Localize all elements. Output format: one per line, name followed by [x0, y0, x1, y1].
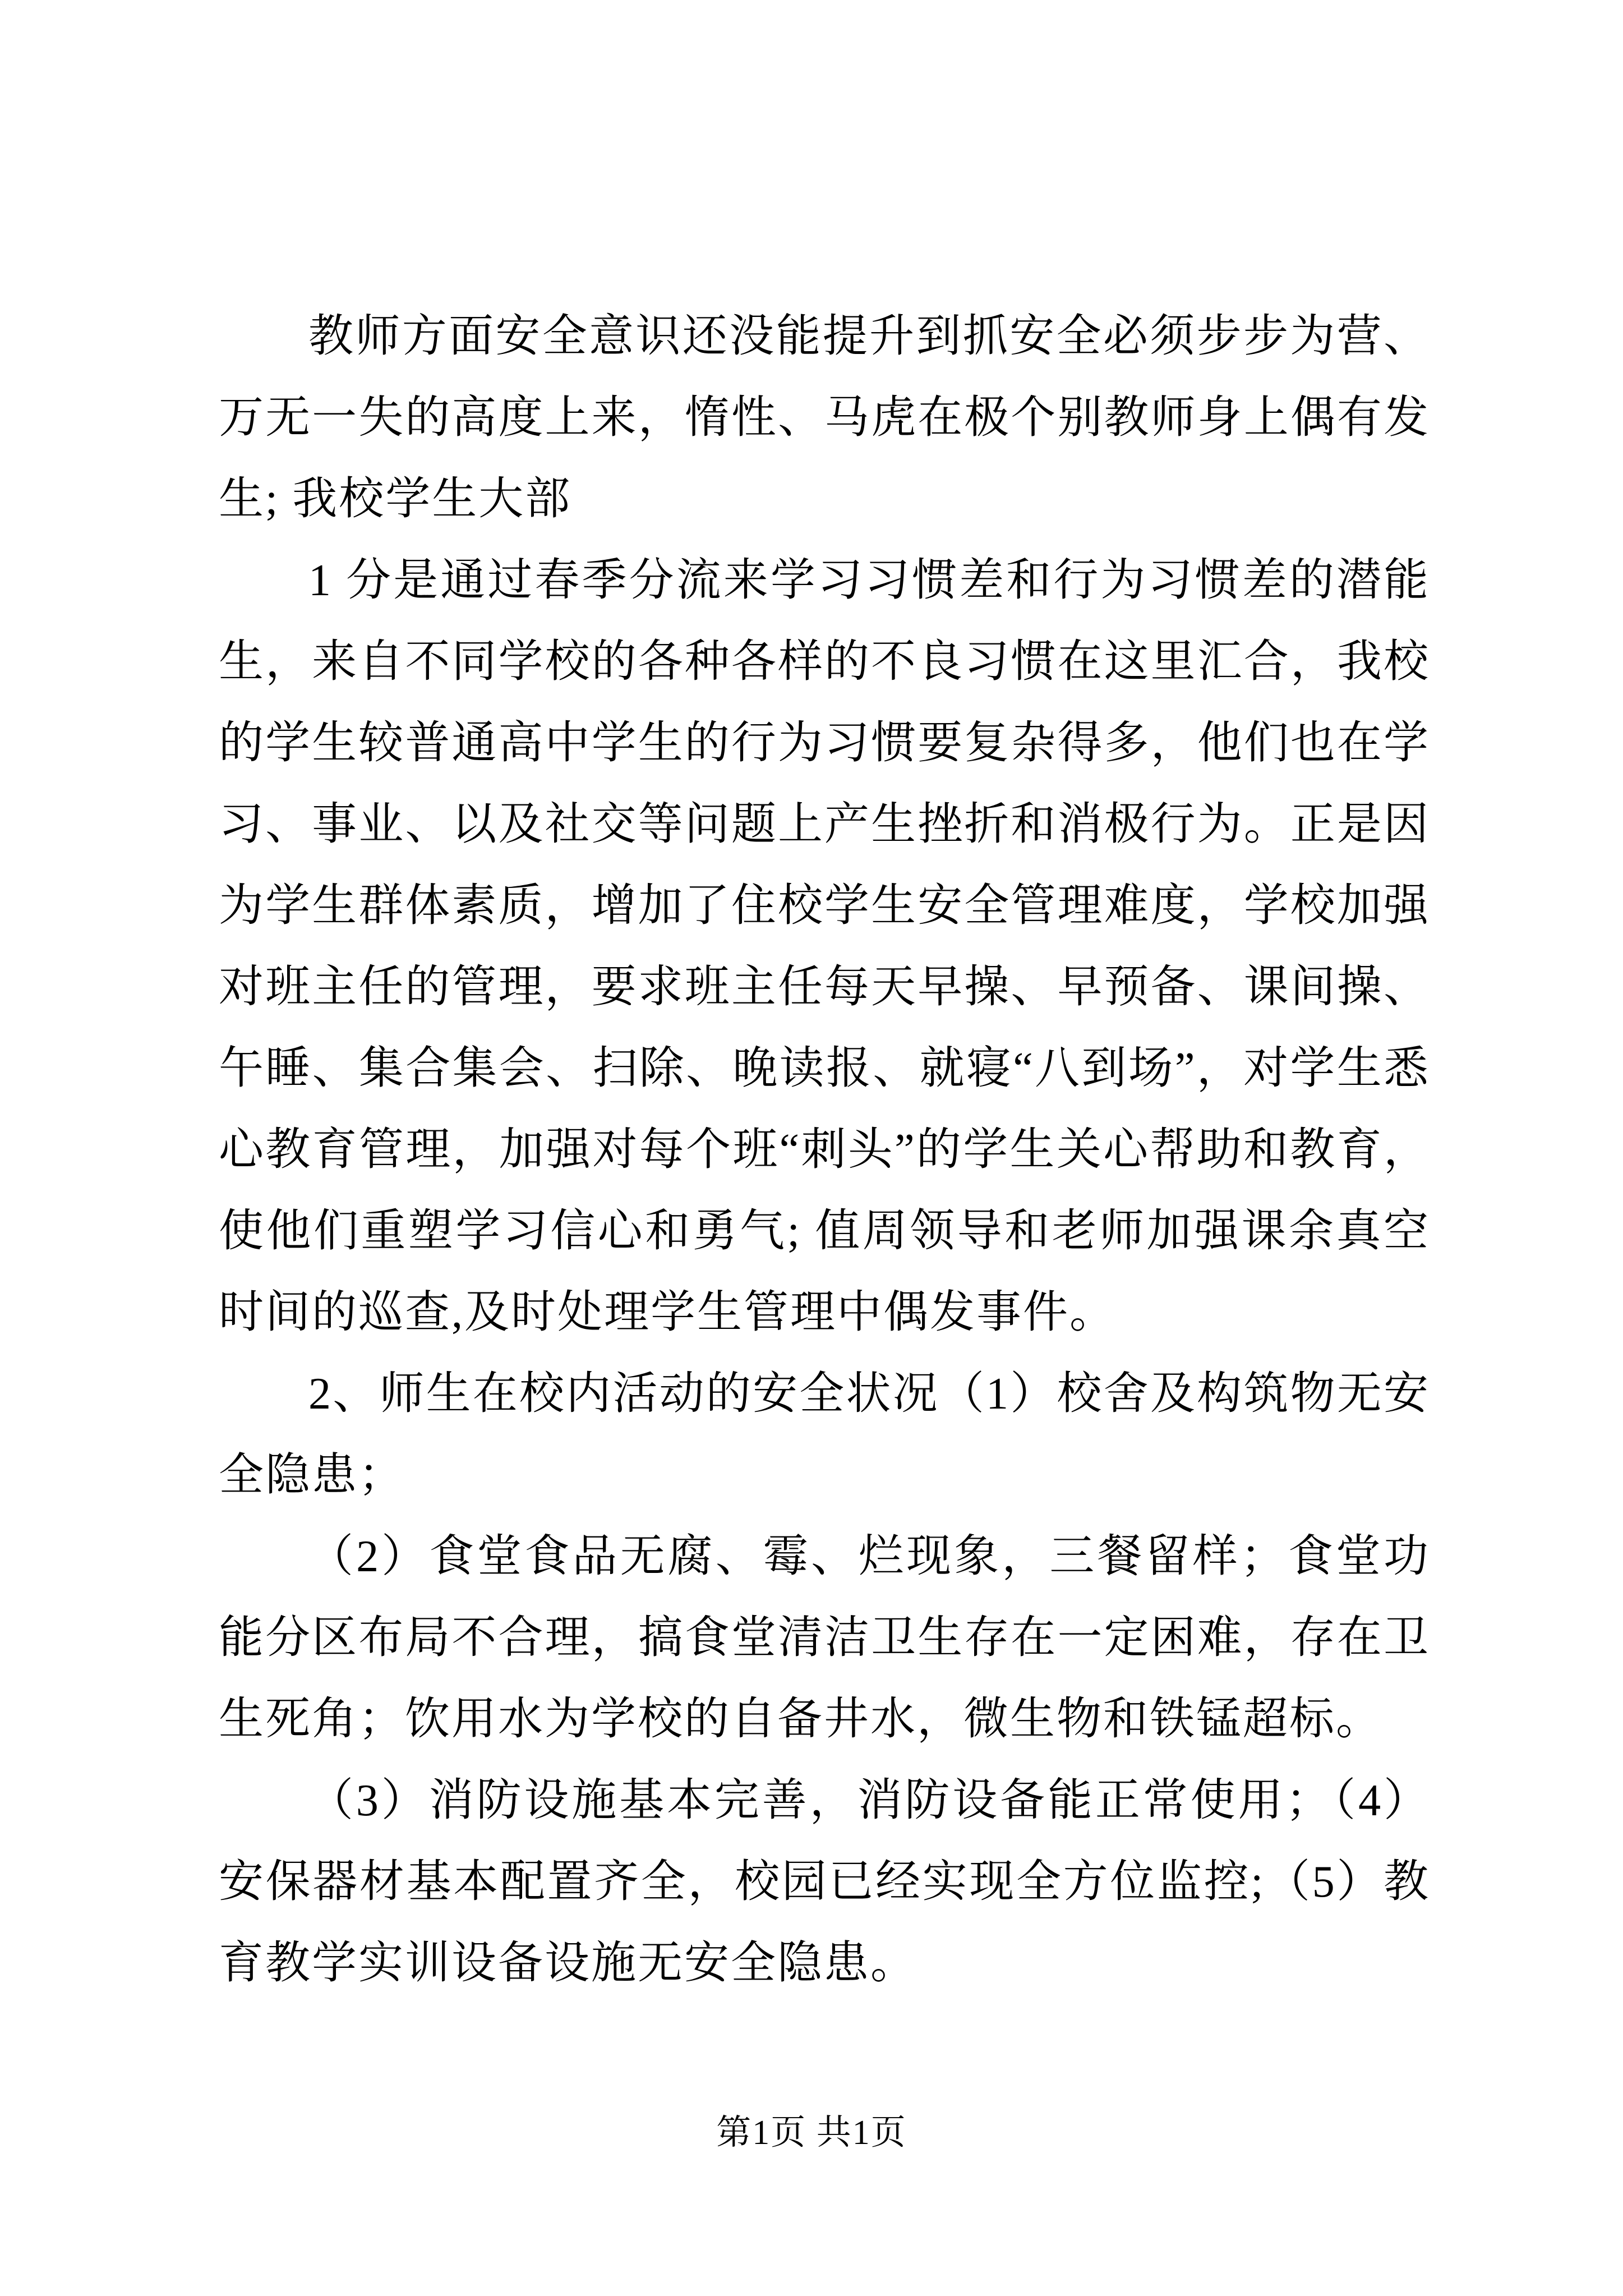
paragraph-student-management: 1 分是通过春季分流来学习习惯差和行为习惯差的潜能生，来自不同学校的各种各样的不良习惯在这里汇合，我校的学生较普通高中学生的行为习惯要复杂得多，他们也在学习、事业、以及社交等问题上产生挫折和消极行为。正是因为学生群体素质，增加了住校学生安全管理难度，学校加强对班主任的管理，要求班主任每天早操、早预备、课间操、午睡、集合集会、扫除、晚读报、就寝“八到场”，对学生悉心教育管理，加强对每个班“刺头”的学生关心帮助和教育，使他们重塑学习信心和勇气; 值周领导和老师加强课余真空时间的巡查,及时处理学生管理中偶发事件。 [219, 556, 1430, 1337]
page-number-label: 第1页 共1页 [716, 2114, 907, 2152]
paragraph-teacher-awareness: 教师方面安全意识还没能提升到抓安全必须步步为营、万无一失的高度上来，惰性、马虎在极个别教师身上偶有发生; 我校学生大部 [219, 312, 1430, 524]
paragraph-fire-security-equipment: （3）消防设施基本完善，消防设备能正常使用；（4）安保器材基本配置齐全，校园已经实现全方位监控;（5）教育教学实训设备设施无安全隐患。 [219, 1776, 1430, 1988]
paragraph-canteen-water: （2）食堂食品无腐、霉、烂现象，三餐留样；食堂功能分区布局不合理，搞食堂清洁卫生存在一定困难，存在卫生死角；饮用水为学校的自备井水，微生物和铁锰超标。 [219, 1532, 1430, 1744]
paragraph-campus-safety-status: 2、师生在校内活动的安全状况（1）校舍及构筑物无安全隐患； [219, 1369, 1430, 1500]
page-footer [0, 2110, 1623, 2155]
document-body [219, 296, 1430, 2004]
